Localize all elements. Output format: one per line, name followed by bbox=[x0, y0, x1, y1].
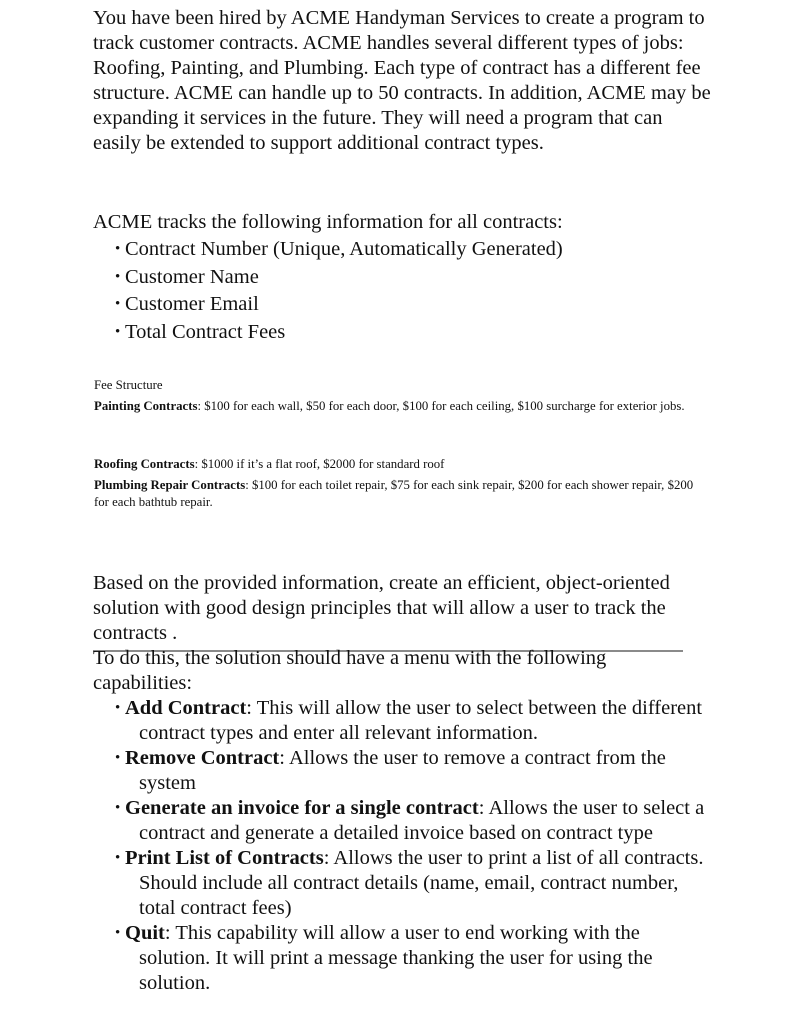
tracked-info-heading: ACME tracks the following information for all contracts: bbox=[93, 211, 563, 233]
list-item: • Generate an invoice for a single contract: Allows the user to select a contract and generate a detailed invoice based on contract type bbox=[115, 797, 705, 844]
list-item: • Print List of Contracts: Allows the user to print a list of all contracts. Should include all contract details (name, email, contract number, total contract fees) bbox=[115, 847, 704, 919]
roofing-fees bbox=[94, 456, 704, 473]
bullet-icon: • bbox=[115, 296, 121, 312]
list-item: • Quit: This capability will allow a user to end working with the solution. It will print a message thanking the user for using the solution. bbox=[115, 922, 653, 994]
plumbing-fees bbox=[94, 477, 704, 511]
bullet-icon: • bbox=[115, 850, 121, 866]
list-item: • Contract Number (Unique, Automatically Generated) bbox=[115, 236, 563, 264]
intro-paragraph: You have been hired by ACME Handyman Services to create a program to track customer contracts. ACME handles several different types of jobs: Roofing, Painting, and Plumbing. Each type of contract has a different fee structure. ACME can handle up to 50 contracts. In addition, ACME may be expanding it services in the future. They will need a program that can easily be extended to support additional contract types. bbox=[93, 7, 711, 154]
menu-intro-paragraph: To do this, the solution should have a menu with the following capabilities: bbox=[93, 647, 607, 694]
painting-text: : $100 for each wall, $50 for each door, $100 for each ceiling, $100 surcharge for exterior jobs. bbox=[197, 399, 685, 413]
bullet-icon: • bbox=[115, 323, 121, 340]
bullet-icon: • bbox=[115, 268, 121, 285]
roofing-text: : $1000 if it’s a flat roof, $2000 for standard roof bbox=[194, 457, 445, 471]
capabilities-list bbox=[115, 696, 715, 996]
plumbing-label: Plumbing Repair Contracts bbox=[94, 478, 246, 492]
solution-paragraph: Based on the provided information, create an efficient, object-oriented solution with good design principles that will allow a user to track the contracts . bbox=[93, 572, 670, 644]
list-item: • Add Contract: This will allow the user to select between the different contract types and enter all relevant information. bbox=[115, 697, 703, 744]
list-item: • Customer Email bbox=[115, 291, 563, 319]
list-item: • Remove Contract: Allows the user to remove a contract from the system bbox=[115, 747, 666, 794]
list-item: • Total Contract Fees bbox=[115, 319, 563, 347]
plumbing-text: : $100 for each toilet repair, $75 for each sink repair, $200 for each shower repair, $200 for each bathtub repair. bbox=[94, 478, 694, 509]
bullet-icon: • bbox=[115, 925, 121, 941]
list-item: • Customer Name bbox=[115, 264, 563, 292]
bullet-icon: • bbox=[115, 241, 121, 257]
roofing-label: Roofing Contracts bbox=[94, 457, 195, 471]
bullet-icon: • bbox=[115, 800, 121, 816]
painting-label: Painting Contracts bbox=[94, 399, 198, 413]
bullet-icon: • bbox=[115, 700, 121, 716]
painting-fees bbox=[94, 398, 704, 415]
fee-structure-title: Fee Structure bbox=[94, 378, 163, 392]
bullet-icon: • bbox=[115, 750, 121, 766]
tracked-fields-list bbox=[115, 236, 563, 346]
